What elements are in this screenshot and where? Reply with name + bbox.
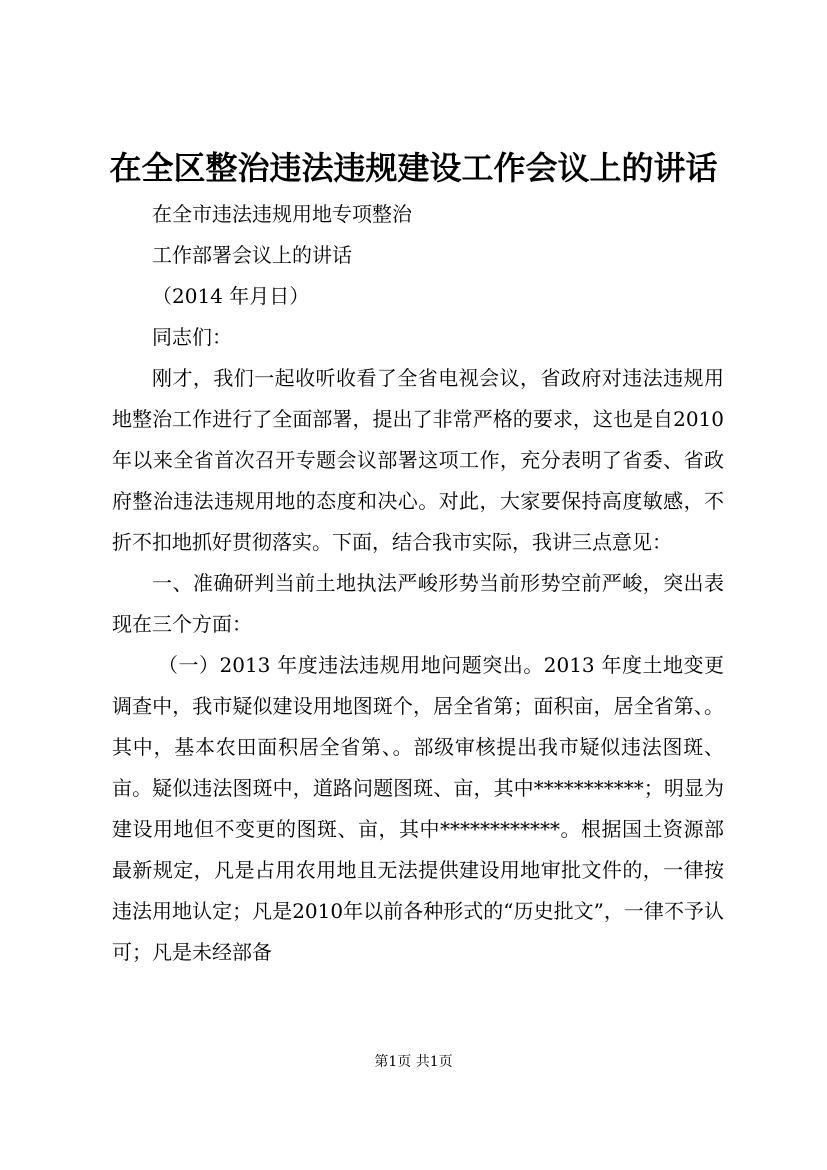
paragraph-intro: 刚才，我们一起收听收看了全省电视会议，省政府对违法违规用地整治工作进行了全面部署，提出了非常严格的要求，这也是自2010年以来全省首次召开专题会议部署这项工作，充分表明了省委、省政府整治违法违规用地的态度和决心。对此，大家要保持高度敏感，不折不扣地抓好贯彻落实。下面，结合我市实际，我讲三点意见： <box>112 366 724 554</box>
subtitle-line-2: 工作部署会议上的讲话 <box>152 243 352 267</box>
paragraph-section-one: 一、准确研判当前土地执法严峻形势当前形势空前严峻，突出表现在三个方面： <box>112 571 724 636</box>
paragraph-subsection-one: （一）2013 年度违法违规用地问题突出。2013 年度土地变更调查中，我市疑似建设用地图斑个，居全省第；面积亩，居全省第、。其中，基本农田面积居全省第、。部级审核提出我市疑似违法图斑、亩。疑似违法图斑中，道路问题图斑、亩，其中***********；明显为建设用地但不变更的图斑、亩，其中************。根据国土资源部最新规定，凡是占用农用地且无法提供建设用地审批文件的，一律按违法用地认定；凡是2010年以前各种形式的“历史批文”，一律不予认可；凡是未经部备 <box>112 653 724 964</box>
salutation: 同志们： <box>152 325 232 349</box>
page-footer: 第1页 共1页 <box>374 1054 453 1070</box>
document-title: 在全区整治违法违规建设工作会议上的讲话 <box>109 149 718 187</box>
speech-date: （2014 年月日） <box>152 284 310 308</box>
subtitle-line-1: 在全市违法违规用地专项整治 <box>152 202 412 226</box>
document-body <box>112 194 724 973</box>
